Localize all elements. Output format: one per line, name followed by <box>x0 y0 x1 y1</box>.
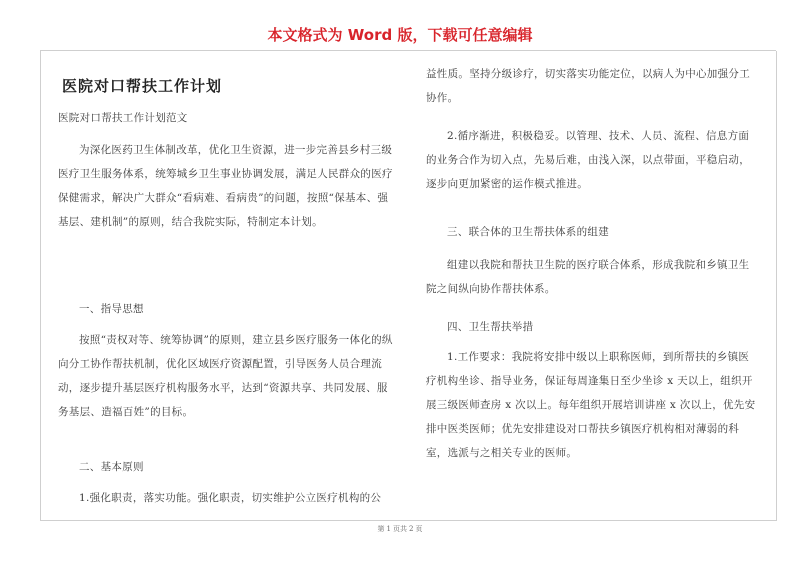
footer-prefix: 第 <box>377 525 385 533</box>
doc-subtitle: 医院对口帮扶工作计划范文 <box>58 112 188 124</box>
left-column <box>58 0 394 565</box>
footer-suffix: 页 <box>415 525 423 533</box>
section-heading-alliance: 三、联合体的卫生帮扶体系的组建 <box>447 226 609 238</box>
right-column <box>426 0 760 565</box>
section-heading-guiding-ideology: 一、指导思想 <box>79 303 144 315</box>
principle-2-paragraph: 2.循序渐进，积极稳妥。以管理、技术、人员、流程、信息方面的业务合作为切入点，先易后难，由浅入深，以点带面，平稳启动，逐步向更加紧密的运作模式推进。 <box>426 130 750 190</box>
page-frame-left <box>40 51 41 521</box>
footer-total-pages: 2 <box>409 525 414 533</box>
section-heading-measures: 四、卫生帮扶举措 <box>447 321 534 333</box>
footer-page-number: 1 <box>386 525 391 533</box>
page-footer <box>0 524 800 534</box>
work-requirements-paragraph: 1.工作要求：我院将安排中级以上职称医师，到所帮扶的乡镇医疗机构坐诊、指导业务，保证每周逢集日至少坐诊 x 天以上，组织开展三级医师查房 x 次以上。每年组织开展培训讲座 x 次以上，优先安排中医类医师；优先安排建设对口帮扶乡镇医疗机构相对薄弱的科室，选派与之相关专业的医师。 <box>426 351 756 459</box>
intro-paragraph: 为深化医药卫生体制改革，优化卫生资源，进一步完善县乡村三级医疗卫生服务体系，统筹城乡卫生事业协调发展，满足人民群众的医疗保健需求，解决广大群众“看病难、看病贵”的问题，按照“保基本、强基层、建机制”的原则，结合我院实际，特制定本计划。 <box>58 144 393 228</box>
document-title: 医院对口帮扶工作计划 <box>62 77 223 95</box>
guiding-ideology-paragraph: 按照“责权对等、统筹协调”的原则，建立县乡医疗服务一体化的纵向分工协作帮扶机制，优化区域医疗资源配置，引导医务人员合理流动，逐步提升基层医疗机构服务水平，达到“资源共享、共同发展、服务基层、造福百姓”的目标。 <box>58 334 393 418</box>
alliance-paragraph: 组建以我院和帮扶卫生院的医疗联合体系，形成我院和乡镇卫生院之间纵向协作帮扶体系。 <box>426 259 750 295</box>
page-frame-right <box>776 51 777 521</box>
principle-1-paragraph: 1.强化职责，落实功能。强化职责，切实维护公立医疗机构的公 <box>79 492 382 504</box>
word-format-banner: 本文格式为 Word 版，下载可任意编辑 <box>267 26 533 44</box>
principle-1-continued: 益性质。坚持分级诊疗，切实落实功能定位，以病人为中心加强分工协作。 <box>426 68 750 104</box>
footer-mid: 页共 <box>393 525 407 533</box>
section-heading-basic-principles: 二、基本原则 <box>79 461 144 473</box>
